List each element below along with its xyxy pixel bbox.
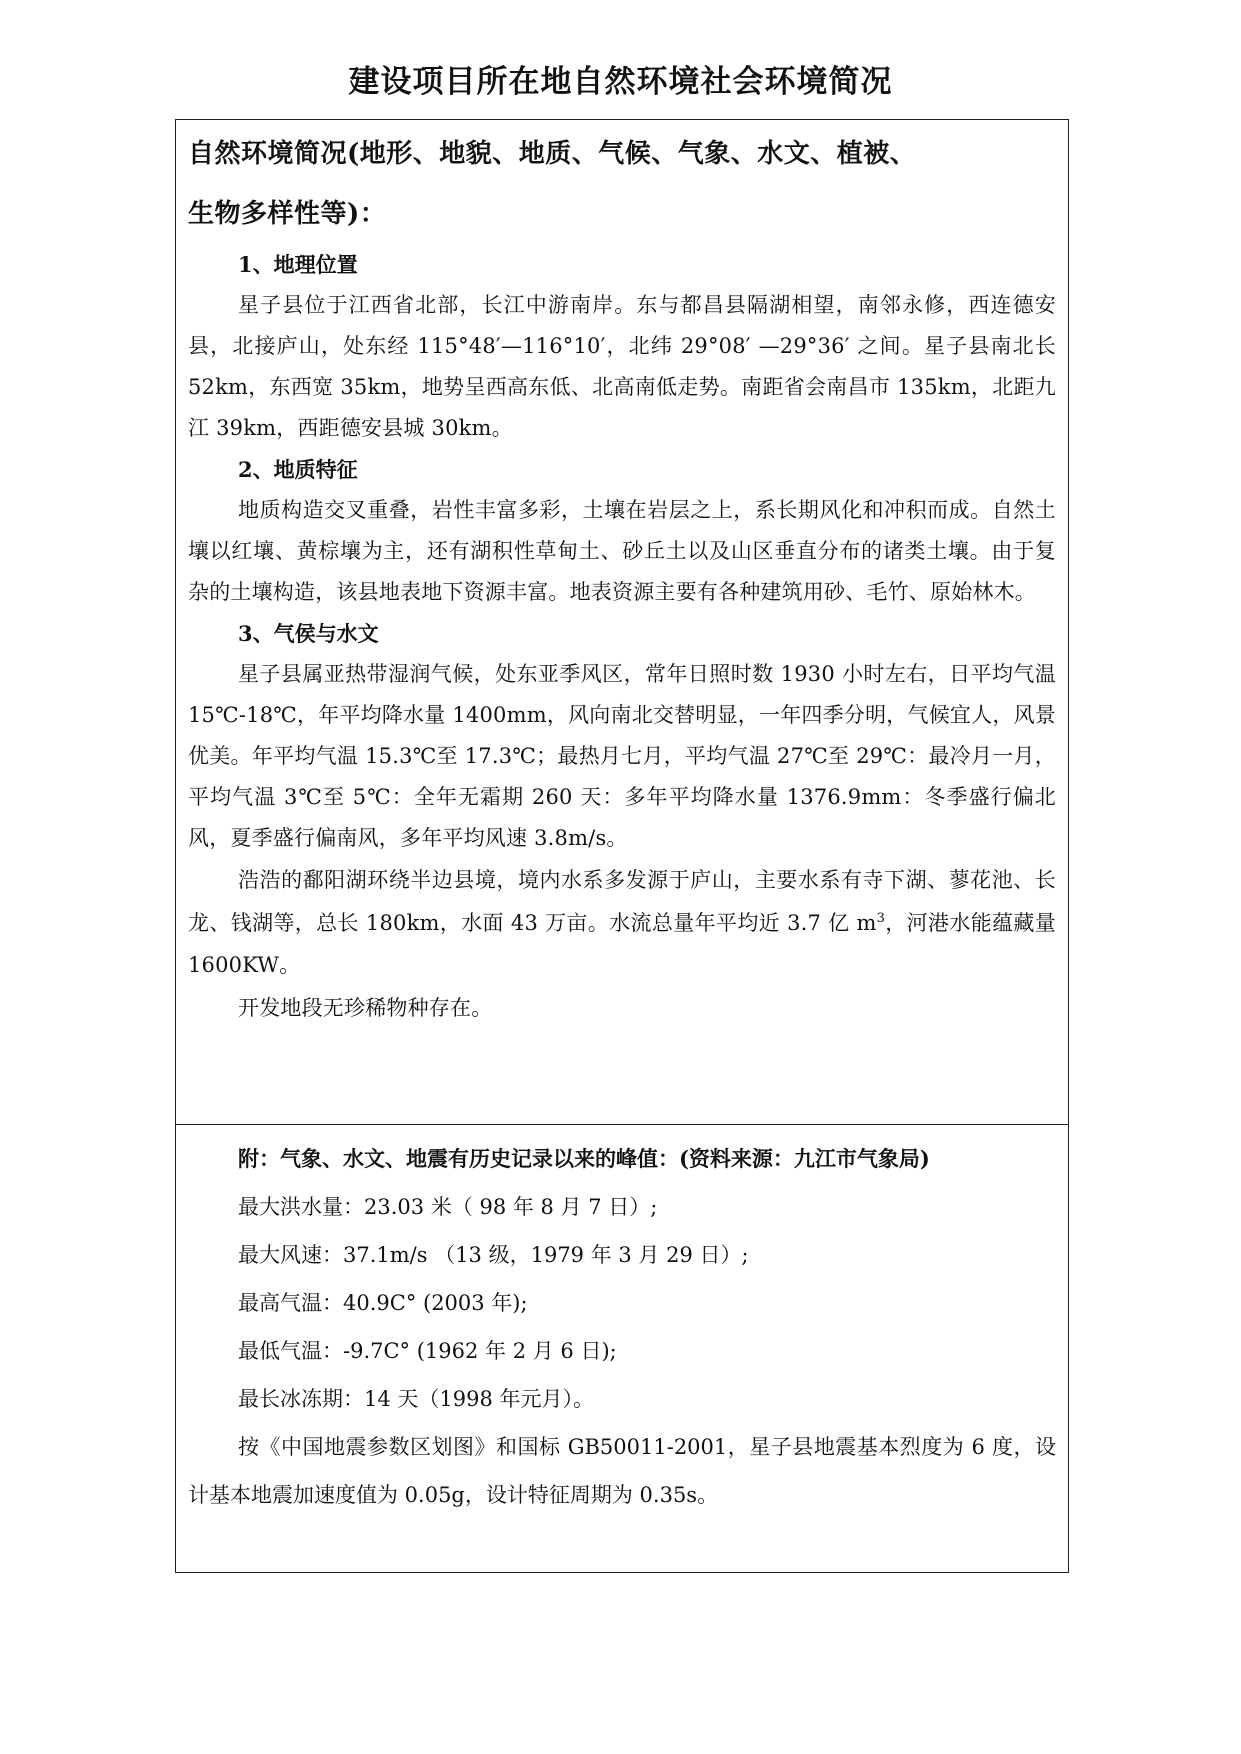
record-item-flood: 最大洪水量：23.03 米（ 98 年 8 月 7 日）; — [238, 1195, 658, 1219]
geology-heading: 2、地质特征 — [238, 457, 358, 482]
record-item-freeze: 最长冰冻期：14 天（1998 年元月）。 — [238, 1387, 595, 1411]
geo-location-paragraph: 星子县位于江西省北部，长江中游南岸。东与都昌县隔湖相望，南邻永修，西连德安县，北接庐山，处东经 115°48′—116°10′，北纬 29°08′ —29°36′ 之间。星子县南北长 52km，东西宽 35km，地势呈西高东低、北高南低走势。南距省会南昌市 135km，北距九江 39km，西距德安县城 30km。 — [188, 293, 1056, 440]
record-item-min-temp: 最低气温：-9.7C° (1962 年 2 月 6 日); — [238, 1339, 617, 1363]
geology-paragraph: 地质构造交叉重叠，岩性丰富多彩，土壤在岩层之上，系长期风化和冲积而成。自然土壤以红壤、黄棕壤为主，还有湖积性草甸土、砂丘土以及山区垂直分布的诸类土壤。由于复杂的土壤构造，该县地表地下资源丰富。地表资源主要有各种建筑用砂、毛竹、原始林木。 — [188, 498, 1056, 604]
climate-heading: 3、气侯与水文 — [238, 621, 379, 646]
cubic-superscript: 3 — [876, 910, 886, 926]
hydrology-paragraph — [188, 859, 1056, 987]
climate-paragraph: 星子县属亚热带湿润气候，处东亚季风区，常年日照时数 1930 小时左右，日平均气温 15℃-18℃，年平均降水量 1400mm，风向南北交替明显，一年四季分明，气候宜人，风景优美。年平均气温 15.3℃至 17.3℃；最热月七月，平均气温 27℃至 29℃：最冷月一月，平均气温 3℃至 5℃：全年无霜期 260 天：多年平均降水量 1376.9mm：冬季盛行偏北风，夏季盛行偏南风，多年平均风速 3.8m/s。 — [188, 662, 1056, 850]
record-item-max-temp: 最高气温：40.9C° (2003 年); — [238, 1291, 528, 1315]
natural-environment-heading-line2: 生物多样性等)： — [188, 199, 387, 229]
historical-records-cell — [176, 1125, 1068, 1572]
geo-location-heading: 1、地理位置 — [238, 252, 358, 277]
record-item-wind: 最大风速：37.1m/s （13 级，1979 年 3 月 29 日）; — [238, 1243, 749, 1267]
hydrology-text: 浩浩的鄱阳湖环绕半边县境，境内水系多发源于庐山，主要水系有寺下湖、蓼花池、长龙、钱湖等，总长 180km，水面 43 万亩。水流总量年平均近 3.7 亿 m — [188, 868, 1056, 935]
records-title: 附：气象、水文、地震有历史记录以来的峰值：(资料来源：九江市气象局) — [238, 1146, 930, 1171]
natural-environment-heading-line1: 自然环境简况(地形、地貌、地质、气候、气象、水文、植被、 — [188, 139, 917, 169]
hydrology-text-end: ，河港水能蕴藏量 1600KW。 — [188, 910, 1056, 977]
environment-table — [175, 119, 1069, 1573]
natural-environment-cell — [176, 120, 1068, 1125]
seismic-paragraph: 按《中国地震参数区划图》和国标 GB50011-2001，星子县地震基本烈度为 6 度，设计基本地震加速度值为 0.05g，设计特征周期为 0.35s。 — [188, 1435, 1056, 1507]
page-title: 建设项目所在地自然环境社会环境简况 — [348, 64, 893, 100]
species-note: 开发地段无珍稀物种存在。 — [238, 995, 493, 1020]
